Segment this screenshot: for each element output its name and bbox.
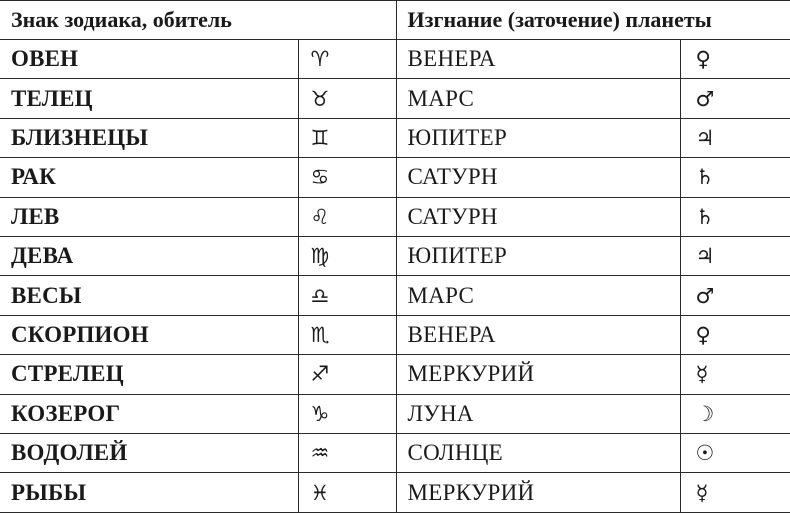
mars-icon: ♂ bbox=[680, 276, 790, 315]
mercury-icon: ☿ bbox=[680, 355, 790, 394]
sign-name: ОВЕН bbox=[0, 40, 298, 79]
planet-name: САТУРН bbox=[396, 197, 680, 236]
table-row bbox=[0, 473, 790, 513]
table-row bbox=[0, 40, 790, 79]
planet-name: МАРС bbox=[396, 276, 680, 315]
planet-name: ЛУНА bbox=[396, 394, 680, 433]
sign-name: СКОРПИОН bbox=[0, 315, 298, 354]
cancer-icon: ♋︎ bbox=[298, 158, 396, 197]
moon-icon: ☽ bbox=[680, 394, 790, 433]
table-row bbox=[0, 315, 790, 354]
table-header-row bbox=[0, 1, 790, 40]
table-row bbox=[0, 434, 790, 473]
planet-name: МЕРКУРИЙ bbox=[396, 473, 680, 513]
sagittarius-icon: ♐︎ bbox=[298, 355, 396, 394]
sun-icon: ☉ bbox=[680, 434, 790, 473]
table-row bbox=[0, 197, 790, 236]
planet-name: ЮПИТЕР bbox=[396, 118, 680, 157]
planet-name: ВЕНЕРА bbox=[396, 315, 680, 354]
planet-name: ВЕНЕРА bbox=[396, 40, 680, 79]
table-row bbox=[0, 158, 790, 197]
sign-name: ВЕСЫ bbox=[0, 276, 298, 315]
planet-name: МАРС bbox=[396, 79, 680, 118]
libra-icon: ♎︎ bbox=[298, 276, 396, 315]
mars-icon: ♂ bbox=[680, 79, 790, 118]
gemini-icon: ♊︎ bbox=[298, 118, 396, 157]
table-row bbox=[0, 237, 790, 276]
sign-name: КОЗЕРОГ bbox=[0, 394, 298, 433]
pisces-icon: ♓︎ bbox=[298, 473, 396, 513]
virgo-icon: ♍︎ bbox=[298, 237, 396, 276]
table-row bbox=[0, 276, 790, 315]
capricorn-icon: ♑︎ bbox=[298, 394, 396, 433]
sign-name: ЛЕВ bbox=[0, 197, 298, 236]
scorpio-icon: ♏︎ bbox=[298, 315, 396, 354]
saturn-icon: ♄ bbox=[680, 197, 790, 236]
table-row bbox=[0, 355, 790, 394]
aquarius-icon: ♒︎ bbox=[298, 434, 396, 473]
jupiter-icon: ♃ bbox=[680, 237, 790, 276]
venus-icon: ♀ bbox=[680, 40, 790, 79]
sign-name: РЫБЫ bbox=[0, 473, 298, 513]
leo-icon: ♌︎ bbox=[298, 197, 396, 236]
sign-name: ТЕЛЕЦ bbox=[0, 79, 298, 118]
saturn-icon: ♄ bbox=[680, 158, 790, 197]
jupiter-icon: ♃ bbox=[680, 118, 790, 157]
planet-name: ЮПИТЕР bbox=[396, 237, 680, 276]
sign-column-header: Знак зодиака, обитель bbox=[0, 1, 396, 40]
sign-name: СТРЕЛЕЦ bbox=[0, 355, 298, 394]
planet-column-header: Изгнание (заточение) планеты bbox=[396, 1, 790, 40]
sign-name: ДЕВА bbox=[0, 237, 298, 276]
aries-icon: ♈︎ bbox=[298, 40, 396, 79]
table-row bbox=[0, 79, 790, 118]
taurus-icon: ♉︎ bbox=[298, 79, 396, 118]
table-row bbox=[0, 394, 790, 433]
mercury-icon: ☿ bbox=[680, 473, 790, 513]
planet-name: МЕРКУРИЙ bbox=[396, 355, 680, 394]
sign-name: РАК bbox=[0, 158, 298, 197]
table-row bbox=[0, 118, 790, 157]
planet-name: САТУРН bbox=[396, 158, 680, 197]
venus-icon: ♀ bbox=[680, 315, 790, 354]
sign-name: БЛИЗНЕЦЫ bbox=[0, 118, 298, 157]
planet-name: СОЛНЦЕ bbox=[396, 434, 680, 473]
sign-name: ВОДОЛЕЙ bbox=[0, 434, 298, 473]
